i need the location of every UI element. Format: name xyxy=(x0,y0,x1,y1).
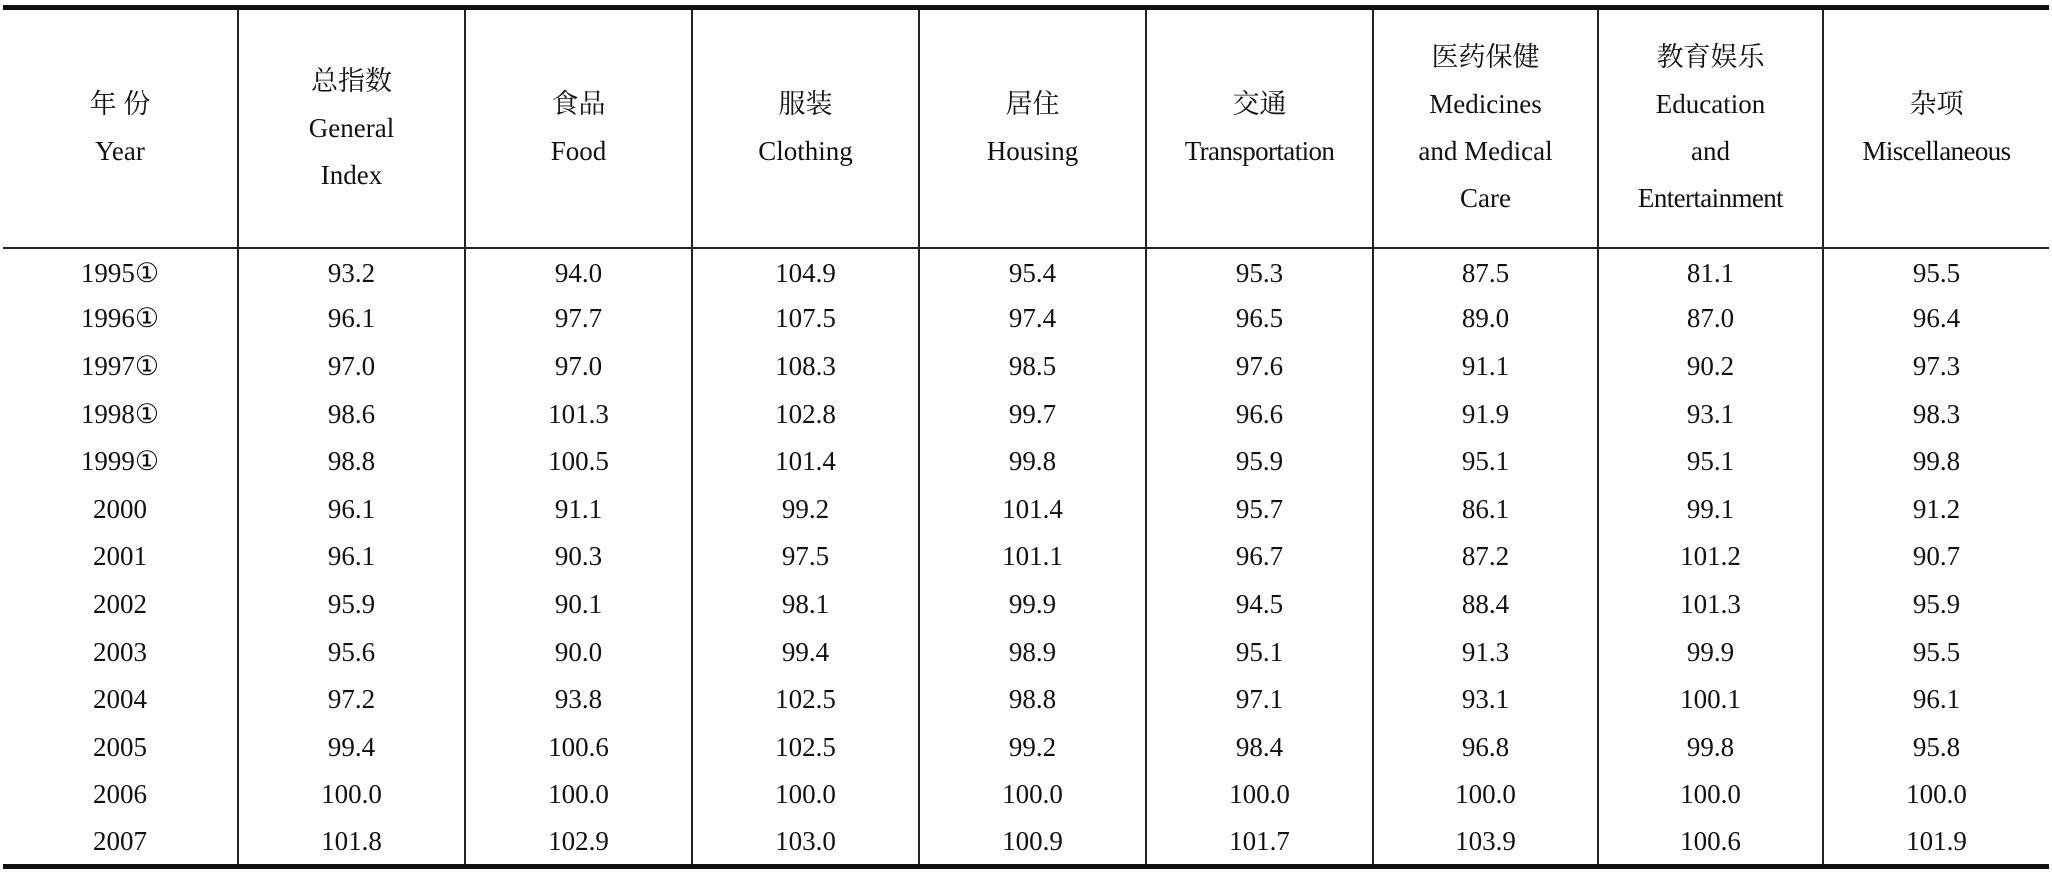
value-cell-education-entertainment: 99.9 xyxy=(1598,628,1823,676)
value-cell-food: 101.3 xyxy=(465,390,692,438)
year-cell: 1998① xyxy=(80,398,160,429)
value-cell-housing: 100.9 xyxy=(919,819,1146,867)
column-header-miscellaneous xyxy=(1823,8,2049,248)
column-header-zh: 居住 xyxy=(1005,89,1060,120)
value-cell-medical-care: 87.2 xyxy=(1373,533,1598,581)
table-row xyxy=(3,628,2049,676)
value-cell-education-entertainment: 100.0 xyxy=(1598,771,1823,819)
value-cell-education-entertainment: 81.1 xyxy=(1598,248,1823,296)
column-header-en: Miscellaneous xyxy=(1862,136,2011,167)
value-cell-transportation: 96.5 xyxy=(1146,295,1373,343)
column-header-zh: 服装 xyxy=(778,89,833,120)
value-cell-medical-care: 93.1 xyxy=(1373,676,1598,724)
table-row xyxy=(3,819,2049,867)
value-cell-miscellaneous: 100.0 xyxy=(1823,771,2049,819)
value-cell-miscellaneous: 90.7 xyxy=(1823,533,2049,581)
value-cell-medical-care: 91.1 xyxy=(1373,343,1598,391)
value-cell-medical-care: 91.3 xyxy=(1373,628,1598,676)
column-header-en: Entertainment xyxy=(1637,183,1784,214)
column-header-en: Year xyxy=(95,136,145,167)
value-cell-housing: 99.9 xyxy=(919,581,1146,629)
value-cell-housing: 99.2 xyxy=(919,723,1146,771)
column-header-education-entertainment xyxy=(1598,8,1823,248)
value-cell-housing: 100.0 xyxy=(919,771,1146,819)
value-cell-medical-care: 95.1 xyxy=(1373,438,1598,486)
value-cell-housing: 99.8 xyxy=(919,438,1146,486)
year-cell: 2006 xyxy=(93,779,147,810)
column-header-en: Medicines xyxy=(1429,89,1542,120)
header-row xyxy=(3,8,2049,248)
column-header-zh: 教育娱乐 xyxy=(1656,42,1765,73)
table-row xyxy=(3,533,2049,581)
value-cell-clothing: 102.5 xyxy=(692,676,919,724)
value-cell-general-index: 96.1 xyxy=(238,485,465,533)
value-cell-general-index: 99.4 xyxy=(238,723,465,771)
table-row xyxy=(3,343,2049,391)
value-cell-miscellaneous: 96.1 xyxy=(1823,676,2049,724)
value-cell-education-entertainment: 95.1 xyxy=(1598,438,1823,486)
value-cell-transportation: 100.0 xyxy=(1146,771,1373,819)
value-cell-education-entertainment: 99.1 xyxy=(1598,485,1823,533)
price-index-table xyxy=(3,5,2049,869)
value-cell-food: 90.3 xyxy=(465,533,692,581)
value-cell-miscellaneous: 95.5 xyxy=(1823,248,2049,296)
value-cell-general-index: 97.2 xyxy=(238,676,465,724)
value-cell-clothing: 104.9 xyxy=(692,248,919,296)
value-cell-general-index: 93.2 xyxy=(238,248,465,296)
year-cell: 1999① xyxy=(80,446,160,477)
table-row xyxy=(3,676,2049,724)
value-cell-miscellaneous: 97.3 xyxy=(1823,343,2049,391)
value-cell-housing: 101.4 xyxy=(919,485,1146,533)
column-header-clothing xyxy=(692,8,919,248)
value-cell-clothing: 100.0 xyxy=(692,771,919,819)
table-row xyxy=(3,485,2049,533)
value-cell-food: 100.6 xyxy=(465,723,692,771)
value-cell-food: 91.1 xyxy=(465,485,692,533)
column-header-zh: 总指数 xyxy=(311,65,392,96)
column-header-zh: 年 份 xyxy=(89,89,151,120)
value-cell-miscellaneous: 95.8 xyxy=(1823,723,2049,771)
year-cell: 2003 xyxy=(93,636,147,667)
table-header xyxy=(3,8,2049,248)
year-cell: 2000 xyxy=(93,493,147,524)
year-cell: 2004 xyxy=(93,684,147,715)
column-header-general-index xyxy=(238,8,465,248)
value-cell-miscellaneous: 95.9 xyxy=(1823,581,2049,629)
value-cell-transportation: 95.3 xyxy=(1146,248,1373,296)
value-cell-general-index: 95.9 xyxy=(238,581,465,629)
year-cell: 2001 xyxy=(93,541,147,572)
column-header-en: Education xyxy=(1655,89,1766,120)
value-cell-miscellaneous: 91.2 xyxy=(1823,485,2049,533)
value-cell-food: 93.8 xyxy=(465,676,692,724)
value-cell-general-index: 101.8 xyxy=(238,819,465,867)
value-cell-miscellaneous: 99.8 xyxy=(1823,438,2049,486)
column-header-en: and Medical xyxy=(1418,136,1553,167)
value-cell-medical-care: 86.1 xyxy=(1373,485,1598,533)
table-row xyxy=(3,581,2049,629)
column-header-en: Food xyxy=(550,136,607,167)
value-cell-food: 90.0 xyxy=(465,628,692,676)
value-cell-housing: 98.9 xyxy=(919,628,1146,676)
table-row xyxy=(3,723,2049,771)
value-cell-medical-care: 100.0 xyxy=(1373,771,1598,819)
value-cell-medical-care: 91.9 xyxy=(1373,390,1598,438)
value-cell-clothing: 99.4 xyxy=(692,628,919,676)
value-cell-transportation: 98.4 xyxy=(1146,723,1373,771)
value-cell-general-index: 96.1 xyxy=(238,295,465,343)
value-cell-education-entertainment: 100.6 xyxy=(1598,819,1823,867)
value-cell-transportation: 96.6 xyxy=(1146,390,1373,438)
column-header-year xyxy=(3,8,238,248)
value-cell-education-entertainment: 100.1 xyxy=(1598,676,1823,724)
value-cell-food: 100.0 xyxy=(465,771,692,819)
value-cell-medical-care: 88.4 xyxy=(1373,581,1598,629)
year-cell: 1995① xyxy=(80,258,160,289)
table-row xyxy=(3,248,2049,296)
column-header-en: Clothing xyxy=(758,136,853,167)
value-cell-miscellaneous: 96.4 xyxy=(1823,295,2049,343)
column-header-medical-care xyxy=(1373,8,1598,248)
value-cell-housing: 99.7 xyxy=(919,390,1146,438)
value-cell-clothing: 108.3 xyxy=(692,343,919,391)
year-cell: 2005 xyxy=(93,731,147,762)
value-cell-clothing: 101.4 xyxy=(692,438,919,486)
value-cell-education-entertainment: 99.8 xyxy=(1598,723,1823,771)
value-cell-transportation: 95.9 xyxy=(1146,438,1373,486)
year-cell: 2002 xyxy=(93,588,147,619)
value-cell-medical-care: 96.8 xyxy=(1373,723,1598,771)
table-row xyxy=(3,438,2049,486)
value-cell-clothing: 99.2 xyxy=(692,485,919,533)
table-row xyxy=(3,295,2049,343)
value-cell-education-entertainment: 101.2 xyxy=(1598,533,1823,581)
value-cell-food: 100.5 xyxy=(465,438,692,486)
value-cell-education-entertainment: 90.2 xyxy=(1598,343,1823,391)
year-cell: 1997① xyxy=(80,350,160,381)
year-cell: 2007 xyxy=(3,819,238,867)
value-cell-housing: 95.4 xyxy=(919,248,1146,296)
table-row xyxy=(3,390,2049,438)
value-cell-general-index: 100.0 xyxy=(238,771,465,819)
value-cell-food: 90.1 xyxy=(465,581,692,629)
value-cell-education-entertainment: 93.1 xyxy=(1598,390,1823,438)
value-cell-food: 97.0 xyxy=(465,343,692,391)
value-cell-general-index: 95.6 xyxy=(238,628,465,676)
value-cell-education-entertainment: 101.3 xyxy=(1598,581,1823,629)
value-cell-general-index: 98.8 xyxy=(238,438,465,486)
price-index-table-container xyxy=(3,5,2049,867)
value-cell-clothing: 98.1 xyxy=(692,581,919,629)
value-cell-housing: 98.8 xyxy=(919,676,1146,724)
column-header-en: General xyxy=(308,112,395,143)
value-cell-general-index: 97.0 xyxy=(238,343,465,391)
value-cell-transportation: 97.6 xyxy=(1146,343,1373,391)
value-cell-housing: 98.5 xyxy=(919,343,1146,391)
value-cell-general-index: 98.6 xyxy=(238,390,465,438)
table-row xyxy=(3,771,2049,819)
column-header-housing xyxy=(919,8,1146,248)
value-cell-transportation: 97.1 xyxy=(1146,676,1373,724)
value-cell-clothing: 102.5 xyxy=(692,723,919,771)
year-cell: 1996① xyxy=(80,303,160,334)
column-header-zh: 医药保健 xyxy=(1431,42,1540,73)
value-cell-transportation: 101.7 xyxy=(1146,819,1373,867)
column-header-zh: 杂项 xyxy=(1909,89,1964,120)
value-cell-housing: 101.1 xyxy=(919,533,1146,581)
column-header-zh: 食品 xyxy=(551,89,606,120)
value-cell-medical-care: 89.0 xyxy=(1373,295,1598,343)
column-header-transportation xyxy=(1146,8,1373,248)
value-cell-clothing: 103.0 xyxy=(692,819,919,867)
value-cell-food: 97.7 xyxy=(465,295,692,343)
value-cell-miscellaneous: 101.9 xyxy=(1823,819,2049,867)
column-header-food xyxy=(465,8,692,248)
value-cell-transportation: 94.5 xyxy=(1146,581,1373,629)
column-header-en: Transportation xyxy=(1184,136,1335,167)
value-cell-miscellaneous: 98.3 xyxy=(1823,390,2049,438)
value-cell-medical-care: 87.5 xyxy=(1373,248,1598,296)
column-header-en: and xyxy=(1691,136,1730,167)
value-cell-clothing: 102.8 xyxy=(692,390,919,438)
value-cell-education-entertainment: 87.0 xyxy=(1598,295,1823,343)
value-cell-food: 102.9 xyxy=(465,819,692,867)
column-header-en: Housing xyxy=(986,136,1079,167)
value-cell-transportation: 95.1 xyxy=(1146,628,1373,676)
value-cell-general-index: 96.1 xyxy=(238,533,465,581)
value-cell-medical-care: 103.9 xyxy=(1373,819,1598,867)
column-header-zh: 交通 xyxy=(1232,89,1287,120)
value-cell-clothing: 107.5 xyxy=(692,295,919,343)
column-header-en: Care xyxy=(1460,183,1511,214)
column-header-en: Index xyxy=(320,159,383,190)
value-cell-food: 94.0 xyxy=(465,248,692,296)
value-cell-housing: 97.4 xyxy=(919,295,1146,343)
value-cell-transportation: 95.7 xyxy=(1146,485,1373,533)
value-cell-clothing: 97.5 xyxy=(692,533,919,581)
value-cell-transportation: 96.7 xyxy=(1146,533,1373,581)
table-body xyxy=(3,248,2049,867)
value-cell-miscellaneous: 95.5 xyxy=(1823,628,2049,676)
